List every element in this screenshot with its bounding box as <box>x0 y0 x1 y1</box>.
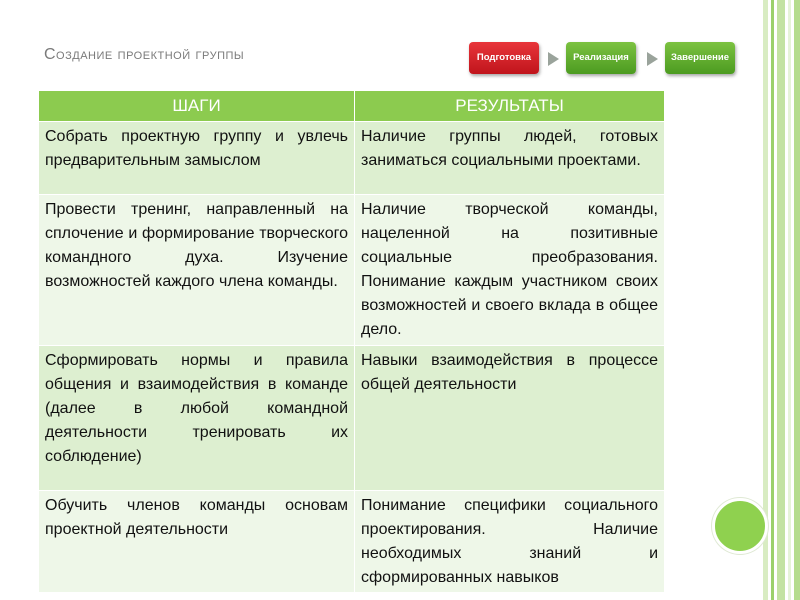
process-step-implementation: Реализация <box>566 42 636 74</box>
table-row <box>39 491 665 593</box>
step-cell: Собрать проектную группу и увлечь предварительным замыслом <box>39 122 355 195</box>
header-results: РЕЗУЛЬТАТЫ <box>355 91 665 122</box>
arrow-right-icon <box>647 52 658 66</box>
result-cell: Навыки взаимодействия в процессе общей деятельности <box>355 346 665 491</box>
steps-results-table <box>38 90 665 593</box>
decor-stripe <box>763 0 768 600</box>
table-row <box>39 122 665 195</box>
slide-title: Создание проектной группы <box>44 46 245 63</box>
step-cell: Провести тренинг, направленный на сплочение и формирование творческого командного духа. Изучение возможностей каждого члена команды. <box>39 195 355 346</box>
decor-stripe <box>794 0 800 600</box>
result-cell: Наличие творческой команды, нацеленной на позитивные социальные преобразования. Понимание каждым участником своих возможностей и своего вклада в общее дело. <box>355 195 665 346</box>
arrow-right-icon <box>548 52 559 66</box>
step-cell: Обучить членов команды основам проектной деятельности <box>39 491 355 593</box>
result-cell: Наличие группы людей, готовых заниматься социальными проектами. <box>355 122 665 195</box>
table-row <box>39 346 665 491</box>
header-steps: ШАГИ <box>39 91 355 122</box>
decor-stripe <box>777 0 785 600</box>
decor-stripe <box>788 0 791 600</box>
step-cell: Сформировать нормы и правила общения и взаимодействия в команде (далее в любой командной деятельности тренировать их соблюдение) <box>39 346 355 491</box>
decor-stripe <box>771 0 774 600</box>
table-row <box>39 195 665 346</box>
decor-circle <box>712 498 768 554</box>
table-header-row <box>39 91 665 122</box>
process-step-preparation: Подготовка <box>469 42 539 74</box>
process-step-completion: Завершение <box>665 42 735 74</box>
result-cell: Понимание специфики социального проектирования. Наличие необходимых знаний и сформированных навыков <box>355 491 665 593</box>
